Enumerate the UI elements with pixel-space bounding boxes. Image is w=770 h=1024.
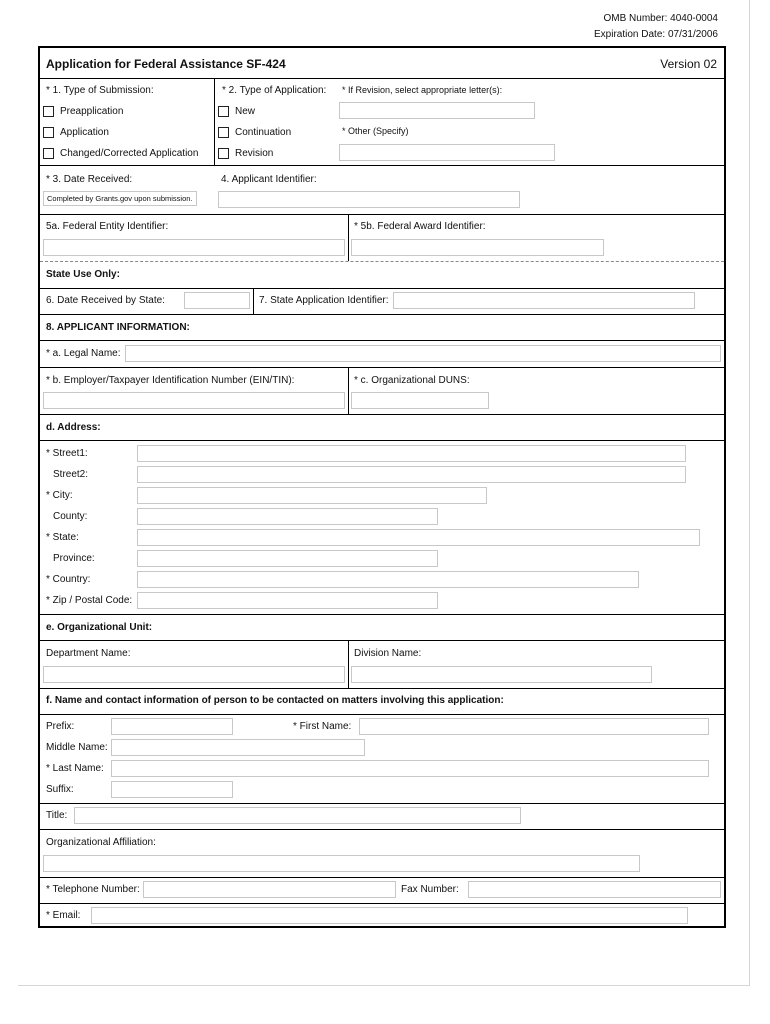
date-received-state-label: 6. Date Received by State:	[46, 295, 165, 306]
applicant-identifier-field[interactable]	[218, 191, 520, 208]
other-specify-field[interactable]	[339, 144, 555, 161]
type-of-application-label: * 2. Type of Application:	[222, 85, 327, 96]
divider	[40, 165, 724, 166]
state-use-only-label: State Use Only:	[46, 269, 120, 280]
contact-heading: f. Name and contact information of person to be contacted on matters involving this application:	[46, 695, 504, 706]
divider	[40, 903, 724, 904]
divider	[40, 640, 724, 641]
divider	[253, 288, 254, 314]
telephone-number-field[interactable]	[143, 881, 396, 898]
new-checkbox[interactable]	[218, 106, 229, 117]
organizational-unit-heading: e. Organizational Unit:	[46, 622, 153, 633]
revision-letter-label: * If Revision, select appropriate letter(s):	[342, 85, 503, 95]
state-application-identifier-label: 7. State Application Identifier:	[259, 295, 389, 306]
other-specify-label: * Other (Specify)	[342, 126, 409, 136]
middle-name-field[interactable]	[111, 739, 365, 756]
sf424-form	[38, 46, 726, 928]
first-name-field[interactable]	[359, 718, 709, 735]
suffix-label: Suffix:	[46, 784, 74, 795]
divider	[40, 340, 724, 341]
divider	[40, 367, 724, 368]
legal-name-field[interactable]	[125, 345, 721, 362]
prefix-field[interactable]	[111, 718, 233, 735]
divider	[214, 78, 215, 165]
organizational-affiliation-field[interactable]	[43, 855, 640, 872]
divider	[40, 688, 724, 689]
federal-entity-identifier-label: 5a. Federal Entity Identifier:	[46, 221, 169, 232]
expiration-date: Expiration Date: 07/31/2006	[594, 29, 718, 40]
division-name-label: Division Name:	[354, 648, 422, 659]
street1-field[interactable]	[137, 445, 686, 462]
street2-label: Street2:	[53, 469, 89, 480]
last-name-field[interactable]	[111, 760, 709, 777]
changed-corrected-label: Changed/Corrected Application	[60, 148, 199, 159]
middle-name-label: Middle Name:	[46, 742, 108, 753]
organizational-duns-label: * c. Organizational DUNS:	[354, 375, 470, 386]
divider	[40, 288, 724, 289]
suffix-field[interactable]	[111, 781, 233, 798]
last-name-label: * Last Name:	[46, 763, 104, 774]
fax-number-label: Fax Number:	[401, 884, 459, 895]
zip-postal-code-label: * Zip / Postal Code:	[46, 595, 133, 606]
divider	[40, 614, 724, 615]
federal-award-identifier-field[interactable]	[351, 239, 604, 256]
first-name-label: * First Name:	[293, 721, 352, 732]
date-received-note: Completed by Grants.gov upon submission.	[43, 191, 197, 206]
divider	[40, 314, 724, 315]
omb-number: OMB Number: 4040-0004	[603, 13, 718, 24]
preapplication-label: Preapplication	[60, 106, 124, 117]
country-field[interactable]	[137, 571, 639, 588]
county-field[interactable]	[137, 508, 438, 525]
ein-label: * b. Employer/Taxpayer Identification Number (EIN/TIN):	[46, 375, 295, 386]
changed-corrected-checkbox[interactable]	[43, 148, 54, 159]
divider	[40, 714, 724, 715]
department-name-label: Department Name:	[46, 648, 131, 659]
ein-field[interactable]	[43, 392, 345, 409]
department-name-field[interactable]	[43, 666, 345, 683]
fax-number-field[interactable]	[468, 881, 721, 898]
divider	[40, 78, 724, 79]
legal-name-label: * a. Legal Name:	[46, 348, 121, 359]
state-application-identifier-field[interactable]	[393, 292, 695, 309]
divider	[40, 803, 724, 804]
divider	[40, 877, 724, 878]
county-label: County:	[53, 511, 88, 522]
date-received-label: * 3. Date Received:	[46, 174, 133, 185]
form-title: Application for Federal Assistance SF-424	[46, 57, 286, 71]
date-received-state-field[interactable]	[184, 292, 250, 309]
new-label: New	[235, 106, 256, 117]
preapplication-checkbox[interactable]	[43, 106, 54, 117]
email-label: * Email:	[46, 910, 81, 921]
continuation-label: Continuation	[235, 127, 292, 138]
applicant-information-heading: 8. APPLICANT INFORMATION:	[46, 322, 190, 333]
title-field[interactable]	[74, 807, 521, 824]
divider	[348, 214, 349, 261]
divider	[348, 640, 349, 688]
revision-checkbox[interactable]	[218, 148, 229, 159]
address-heading: d. Address:	[46, 422, 101, 433]
type-of-submission-label: * 1. Type of Submission:	[46, 85, 154, 96]
divider	[40, 829, 724, 830]
state-field[interactable]	[137, 529, 700, 546]
continuation-checkbox[interactable]	[218, 127, 229, 138]
organizational-affiliation-label: Organizational Affiliation:	[46, 837, 156, 848]
federal-entity-identifier-field[interactable]	[43, 239, 345, 256]
divider	[40, 414, 724, 415]
organizational-duns-field[interactable]	[351, 392, 489, 409]
revision-letter-field[interactable]	[339, 102, 535, 119]
divider	[348, 367, 349, 414]
divider	[40, 440, 724, 441]
zip-postal-code-field[interactable]	[137, 592, 438, 609]
telephone-number-label: * Telephone Number:	[46, 884, 140, 895]
city-field[interactable]	[137, 487, 487, 504]
division-name-field[interactable]	[351, 666, 652, 683]
applicant-identifier-label: 4. Applicant Identifier:	[221, 174, 317, 185]
divider	[40, 261, 724, 262]
prefix-label: Prefix:	[46, 721, 75, 732]
street1-label: * Street1:	[46, 448, 88, 459]
city-label: * City:	[46, 490, 73, 501]
application-label: Application	[60, 127, 109, 138]
title-label: Title:	[46, 810, 68, 821]
province-label: Province:	[53, 553, 95, 564]
country-label: * Country:	[46, 574, 91, 585]
divider	[40, 214, 724, 215]
street2-field[interactable]	[137, 466, 686, 483]
state-label: * State:	[46, 532, 79, 543]
email-field[interactable]	[91, 907, 688, 924]
form-version: Version 02	[660, 57, 717, 71]
application-checkbox[interactable]	[43, 127, 54, 138]
province-field[interactable]	[137, 550, 438, 567]
federal-award-identifier-label: * 5b. Federal Award Identifier:	[354, 221, 486, 232]
revision-label: Revision	[235, 148, 274, 159]
